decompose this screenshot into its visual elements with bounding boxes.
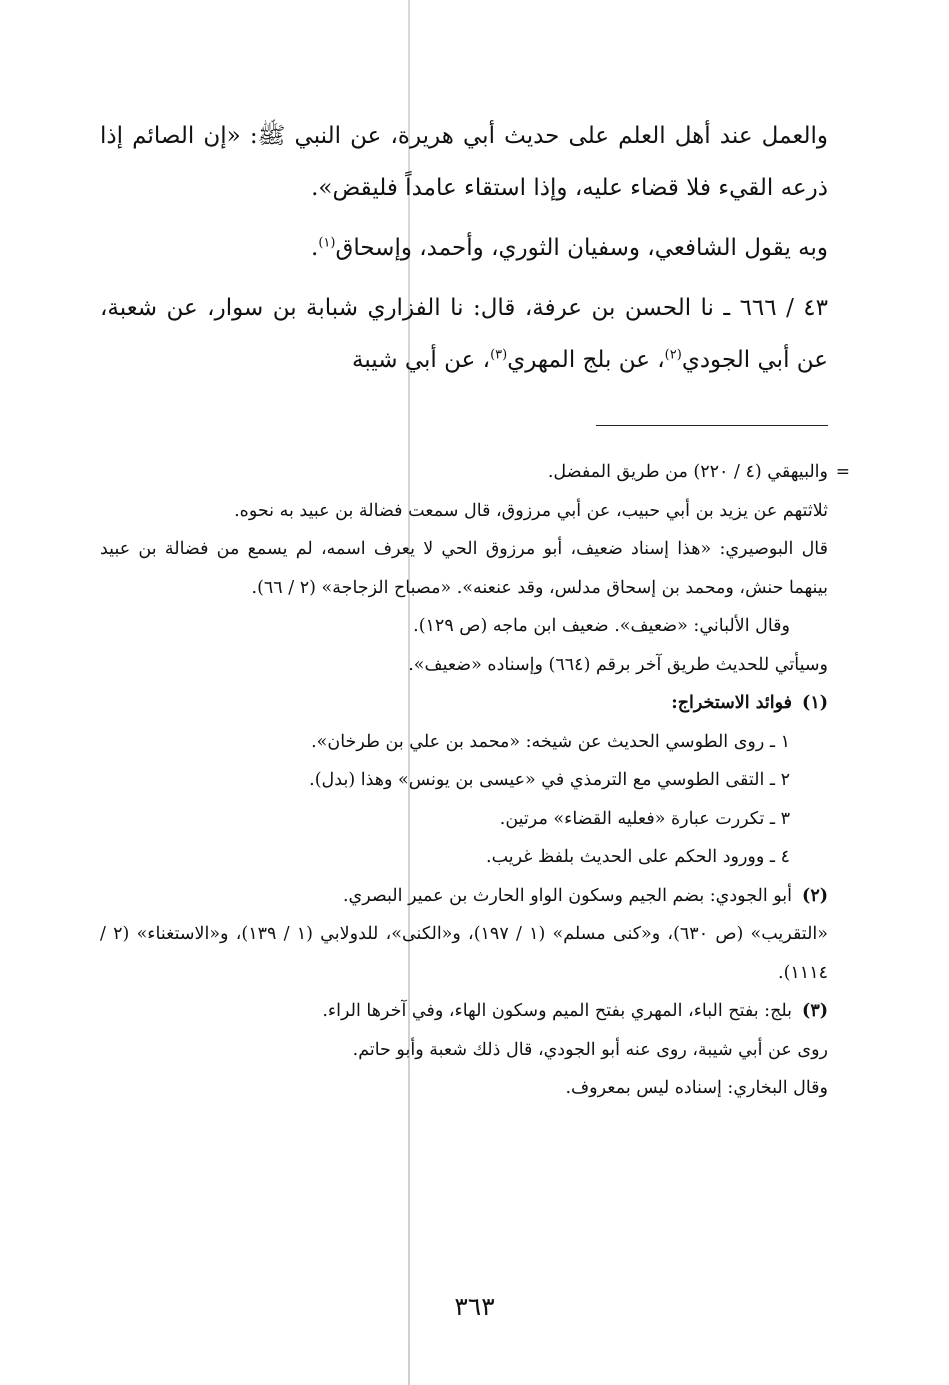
paragraph-3-b: ، عن بلج المهري (507, 347, 665, 373)
paragraph-2-end: . (311, 235, 319, 261)
footnote-3-line-2: روى عن أبي شيبة، روى عنه أبو الجودي، قال ذلك شعبة وأبو حاتم. (352, 1039, 828, 1060)
footnote-ref-2: (٢) (664, 347, 682, 363)
footnote-2-refs: «التقريب» (ص ٦٣٠)، و«كنى مسلم» (١ / ١٩٧)، و«الكنى»، للدولابي (١ / ١٣٩)، و«الاستغناء» (٢ / ١١١٤). (100, 924, 828, 983)
footnote-1-item: ٣ ـ تكررت عبارة «فعليه القضاء» مرتين. (499, 808, 790, 829)
footnote-1-item: ٢ ـ التقى الطوسي مع الترمذي في «عيسى بن يونس» وهذا (بدل). (309, 770, 790, 790)
footnote-3-heading (100, 992, 828, 1031)
paragraph-3-a: ٤٣ / ٦٦٦ ـ نا الحسن بن عرفة، قال: نا الفزاري شبابة بن سوار، عن شعبة، عن أبي الجودي (100, 295, 828, 373)
paragraph-2-text: وبه يقول الشافعي، وسفيان الثوري، وأحمد، وإسحاق (335, 235, 828, 261)
footnote-3-mark: (٣) (802, 1001, 828, 1021)
footnote-1-mark: (١) (802, 693, 828, 713)
footnote-separator (596, 425, 828, 426)
footnote-ref-1: (١) (318, 235, 336, 251)
footnote-ref-3: (٣) (490, 347, 508, 363)
footnote-cont-line-1: = والبيهقي (٤ / ٢٢٠) من طريق المفضل. (547, 462, 850, 482)
footnotes (100, 453, 850, 1108)
page-body (100, 110, 850, 1098)
footnote-cont-line-3: قال البوصيري: «هذا إسناد ضعيف، أبو مرزوق الحي لا يعرف اسمه، لم يسمع من فضالة بن عبيد بينهما حنش، ومحمد بن إسحاق مدلس، وقد عنعنه». «مصباح الزجاجة» (٢ / ٦٦). (100, 539, 828, 598)
footnote-1-heading (100, 684, 828, 723)
paragraph-2 (100, 222, 828, 274)
footnote-1-item: ٤ ـ وورود الحكم على الحديث بلفظ غريب. (486, 847, 790, 867)
paragraph-1: والعمل عند أهل العلم على حديث أبي هريرة، عن النبي ﷺ: «إن الصائم إذا ذرعه القيء فلا قضاء عليه، وإذا استقاء عامداً فليقض». (100, 123, 828, 201)
footnote-2-text: أبو الجودي: بضم الجيم وسكون الواو الحارث بن عمير البصري. (342, 885, 793, 906)
main-text (100, 110, 828, 386)
footnote-3-text: بلج: بفتح الباء، المهري بفتح الميم وسكون الهاء، وفي آخرها الراء. (322, 1001, 793, 1021)
paragraph-3-c: ، عن أبي شيبة (352, 347, 491, 373)
footnote-1-item: ١ ـ روى الطوسي الحديث عن شيخه: «محمد بن علي بن طرخان». (311, 731, 790, 752)
footnote-cont-line-4: وقال الألباني: «ضعيف». ضعيف ابن ماجه (ص ١٢٩). (413, 616, 790, 636)
footnote-cont-line-5: وسيأتي للحديث طريق آخر برقم (٦٦٤) وإسناده «ضعيف». (408, 654, 828, 675)
footnote-cont-line-2: ثلاثتهم عن يزيد بن أبي حبيب، عن أبي مرزوق، قال سمعت فضالة بن عبيد به نحوه. (234, 500, 828, 521)
page-number: ٣٦٣ (454, 1292, 495, 1321)
footnote-cont-text-1: والبيهقي (٤ / ٢٢٠) من طريق المفضل. (547, 462, 828, 482)
footnote-3-line-3: وقال البخاري: إسناده ليس بمعروف. (565, 1078, 828, 1098)
paragraph-3 (100, 282, 828, 386)
footnote-2-heading (100, 877, 828, 916)
footnote-1-title: فوائد الاستخراج: (671, 693, 793, 713)
footnote-2-mark: (٢) (802, 885, 828, 906)
